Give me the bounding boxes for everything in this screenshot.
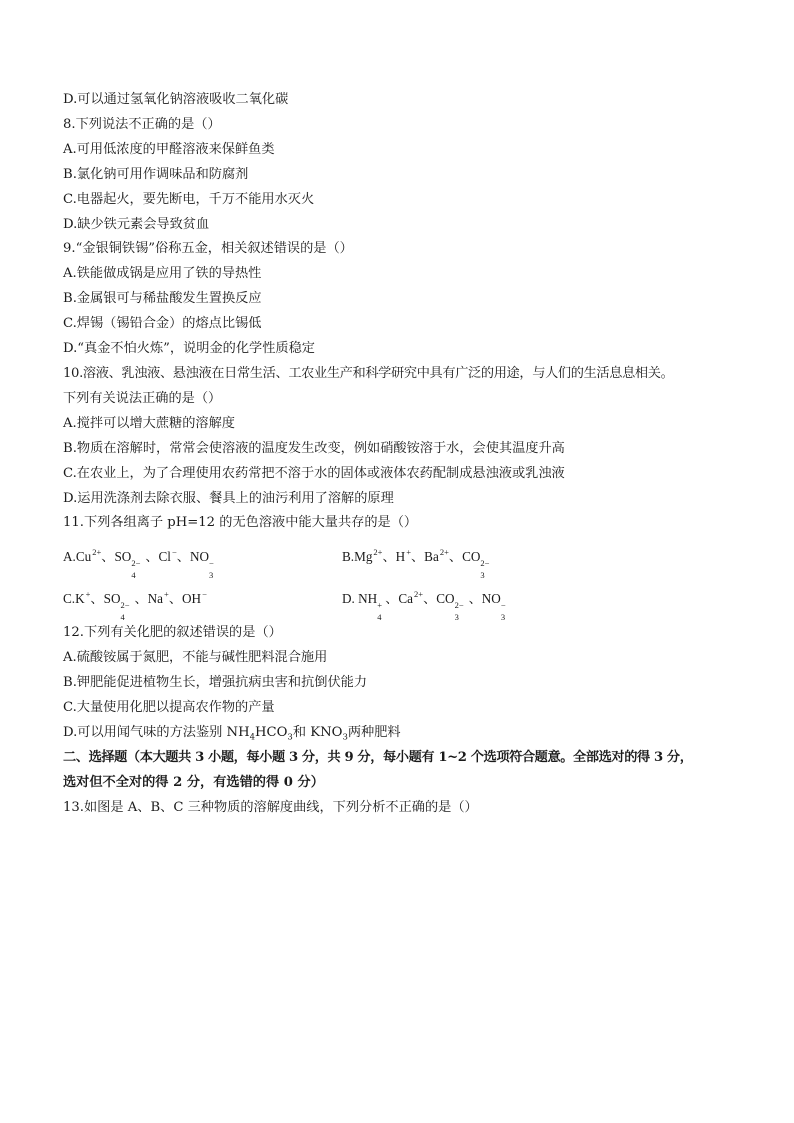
- subscript: 3: [342, 732, 348, 743]
- option-label: A.: [63, 549, 76, 564]
- q12-option-c: C.大量使用化肥以提高农作物的产量: [63, 700, 275, 715]
- subscript: 3: [287, 732, 293, 743]
- ion-ba: Ba: [424, 549, 439, 564]
- ion-k: K: [75, 591, 85, 606]
- separator: 、: [90, 591, 104, 606]
- q10-option-c: C.在农业上，为了合理使用农药常把不溶于水的固体或液体农药配制成悬浊液或乳浊液: [63, 466, 565, 481]
- q11-option-a: [63, 547, 214, 580]
- separator: 、: [468, 591, 482, 606]
- subscript: 4: [377, 612, 382, 622]
- ion-no3: NO: [189, 549, 210, 564]
- q9-stem: 9.“金银铜铁锡”俗称五金，相关叙述错误的是（）: [63, 241, 353, 256]
- section-2-heading-line2: 选对但不全对的得 2 分，有选错的得 0 分）: [63, 775, 324, 790]
- q10-stem-line2: 下列有关说法正确的是（）: [63, 391, 222, 406]
- separator: 、: [448, 549, 463, 564]
- charge: +: [164, 589, 169, 599]
- q10-option-b: B.物质在溶解时，常常会使溶液的温度发生改变，例如硝酸铵溶于水，会使其温度升高: [63, 441, 565, 456]
- q10-option-d: D.运用洗涤剂去除衣服、餐具上的油污利用了溶解的原理: [63, 491, 394, 506]
- ion-cl: Cl: [158, 549, 171, 564]
- option-label: D.: [342, 591, 355, 606]
- text: 两种肥料: [347, 725, 401, 740]
- ion-h: H: [395, 549, 406, 564]
- subscript: 3: [500, 612, 506, 622]
- charge: +: [406, 547, 411, 557]
- charge: 2+: [373, 547, 383, 557]
- charge: 2−: [131, 558, 141, 568]
- q9-option-b: B.金属银可与稀盐酸发生置换反应: [63, 291, 262, 306]
- ion-no3: NO: [481, 591, 501, 606]
- q8-option-d: D.缺少铁元素会导致贫血: [63, 217, 210, 232]
- ion-ca: Ca: [398, 591, 414, 606]
- charge: −: [171, 547, 177, 557]
- q12-option-d: [63, 724, 754, 747]
- text: 和 KNO: [292, 725, 343, 740]
- ion-mg: Mg: [354, 549, 373, 564]
- q12-option-a: A.硫酸铵属于氮肥，不能与碱性肥料混合施用: [63, 650, 328, 665]
- subscript: 4: [131, 570, 136, 580]
- subscript: 3: [480, 570, 485, 580]
- q8-option-b: B.氯化钠可用作调味品和防腐剂: [63, 167, 249, 182]
- charge: 2−: [120, 600, 130, 610]
- text: HCO: [255, 725, 288, 740]
- q9-option-d: D.“真金不怕火炼”，说明金的化学性质稳定: [63, 341, 315, 356]
- ion-oh: OH: [182, 591, 202, 606]
- subscript: 4: [120, 612, 125, 622]
- ion-nh4: NH: [358, 591, 378, 606]
- charge: 2−: [480, 558, 490, 568]
- subscript: 4: [249, 732, 256, 743]
- q11-option-c: [63, 589, 207, 622]
- q8-option-a: A.可用低浓度的甲醛溶液来保鲜鱼类: [63, 142, 275, 157]
- separator: 、: [168, 591, 183, 606]
- ion-co3: CO: [462, 549, 481, 564]
- ion-cu: Cu: [75, 549, 92, 564]
- section-2-heading-line1: 二、选择题（本大题共 3 小题，每小题 3 分，共 9 分，每小题有 1~2 个选项符合题意。全部选对的得 3 分，: [63, 750, 693, 765]
- text: D.可以用闻气味的方法鉴别 NH: [63, 725, 250, 740]
- separator: 、: [382, 549, 396, 564]
- charge: 2+: [92, 547, 102, 557]
- separator: 、: [423, 591, 437, 606]
- ion-so4: SO: [103, 591, 121, 606]
- q11-stem: 11.下列各组离子 pH=12 的无色溶液中能大量共存的是（）: [63, 515, 418, 530]
- charge: 2+: [414, 589, 424, 599]
- q8-option-c: C.电器起火，要先断电，千万不能用水灭火: [63, 192, 315, 207]
- q12-stem: 12.下列有关化肥的叙述错误的是（）: [63, 625, 282, 640]
- subscript: 3: [209, 570, 214, 580]
- q10-stem-line1: 10.溶液、乳浊液、悬浊液在日常生活、工农业生产和科学研究中具有广泛的用途，与人们的生活息息相关。: [63, 366, 674, 381]
- charge: −: [209, 558, 214, 568]
- subscript: 3: [454, 612, 459, 622]
- q12-option-b: B.钾肥能促进植物生长，增强抗病虫害和抗倒伏能力: [63, 675, 368, 690]
- ion-so4: SO: [114, 549, 132, 564]
- separator: 、: [134, 591, 148, 606]
- q9-option-c: C.焊锡（锡铅合金）的熔点比锡低: [63, 316, 262, 331]
- q10-option-a: A.搅拌可以增大蔗糖的溶解度: [63, 416, 235, 431]
- q7-option-d: D.可以通过氢氧化钠溶液吸收二氧化碳: [63, 92, 289, 107]
- charge: −: [500, 600, 506, 610]
- q11-option-d: [342, 589, 506, 622]
- charge: 2+: [439, 547, 449, 557]
- charge: 2−: [454, 600, 464, 610]
- q8-stem: 8.下列说法不正确的是（）: [63, 117, 221, 132]
- separator: 、: [385, 591, 399, 606]
- ion-co3: CO: [436, 591, 455, 606]
- separator: 、: [176, 549, 190, 564]
- charge: +: [377, 600, 382, 610]
- separator: 、: [145, 549, 159, 564]
- q11-option-b: [342, 547, 490, 580]
- option-label: B.: [342, 549, 355, 564]
- separator: 、: [410, 549, 425, 564]
- ion-na: Na: [147, 591, 164, 606]
- option-label: C.: [63, 591, 76, 606]
- separator: 、: [101, 549, 115, 564]
- charge: +: [85, 589, 91, 599]
- q13-stem: 13.如图是 A、B、C 三种物质的溶解度曲线，下列分析不正确的是（）: [63, 800, 478, 815]
- charge: −: [202, 589, 207, 599]
- q9-option-a: A.铁能做成锅是应用了铁的导热性: [63, 266, 262, 281]
